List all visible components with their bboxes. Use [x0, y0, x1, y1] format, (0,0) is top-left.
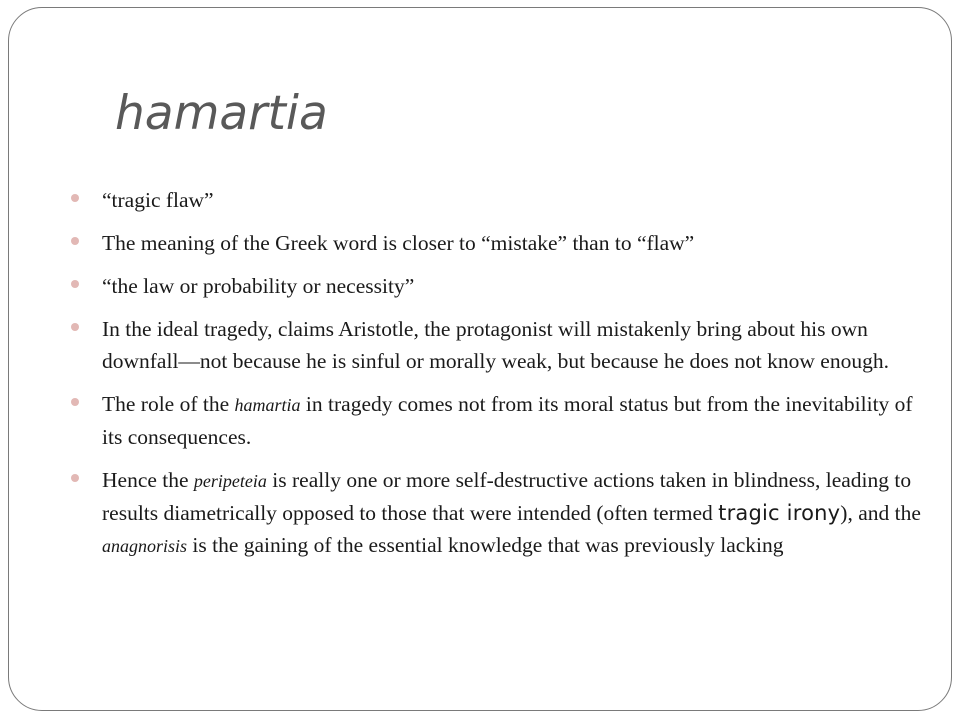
term-hamartia: hamartia	[234, 395, 301, 415]
term-peripeteia: peripeteia	[193, 471, 267, 491]
bullet-text-part1: Hence the	[102, 468, 194, 492]
slide-title: hamartia	[115, 86, 328, 141]
bullet-item	[71, 227, 921, 259]
bullet-item	[71, 464, 921, 562]
bullet-text-part3: ), and the	[840, 501, 921, 525]
term-anagnorisis: anagnorisis	[102, 536, 188, 556]
bullet-item	[71, 388, 921, 453]
bullet-text: “tragic flaw”	[102, 188, 214, 212]
bullet-dot-icon	[71, 398, 79, 406]
bullet-text: In the ideal tragedy, claims Aristotle, the protagonist will mistakenly bring about his own downfall—not because he is sinful or morally weak, but because he does not know enough.	[102, 317, 889, 373]
bullet-item	[71, 313, 921, 377]
term-tragic-irony: tragic irony	[718, 501, 841, 525]
bullet-text: The meaning of the Greek word is closer to “mistake” than to “flaw”	[102, 231, 695, 255]
bullet-text-part4: is the gaining of the essential knowledge that was previously lacking	[187, 533, 784, 557]
bullet-list	[71, 184, 921, 573]
slide	[8, 7, 952, 711]
bullet-item	[71, 270, 921, 302]
bullet-text: “the law or probability or necessity”	[102, 274, 415, 298]
bullet-dot-icon	[71, 474, 79, 482]
bullet-dot-icon	[71, 194, 79, 202]
bullet-item	[71, 184, 921, 216]
bullet-dot-icon	[71, 323, 79, 331]
bullet-dot-icon	[71, 237, 79, 245]
bullet-text-part2: is really one or more self-destructive actions taken in blindness, leading to results diametrically opposed to those that were intended (often termed	[102, 468, 912, 525]
bullet-text-before: The role of the	[102, 392, 235, 416]
bullet-text-after: in tragedy comes not from its moral status but from the inevitability of its consequences.	[102, 392, 913, 449]
bullet-dot-icon	[71, 280, 79, 288]
